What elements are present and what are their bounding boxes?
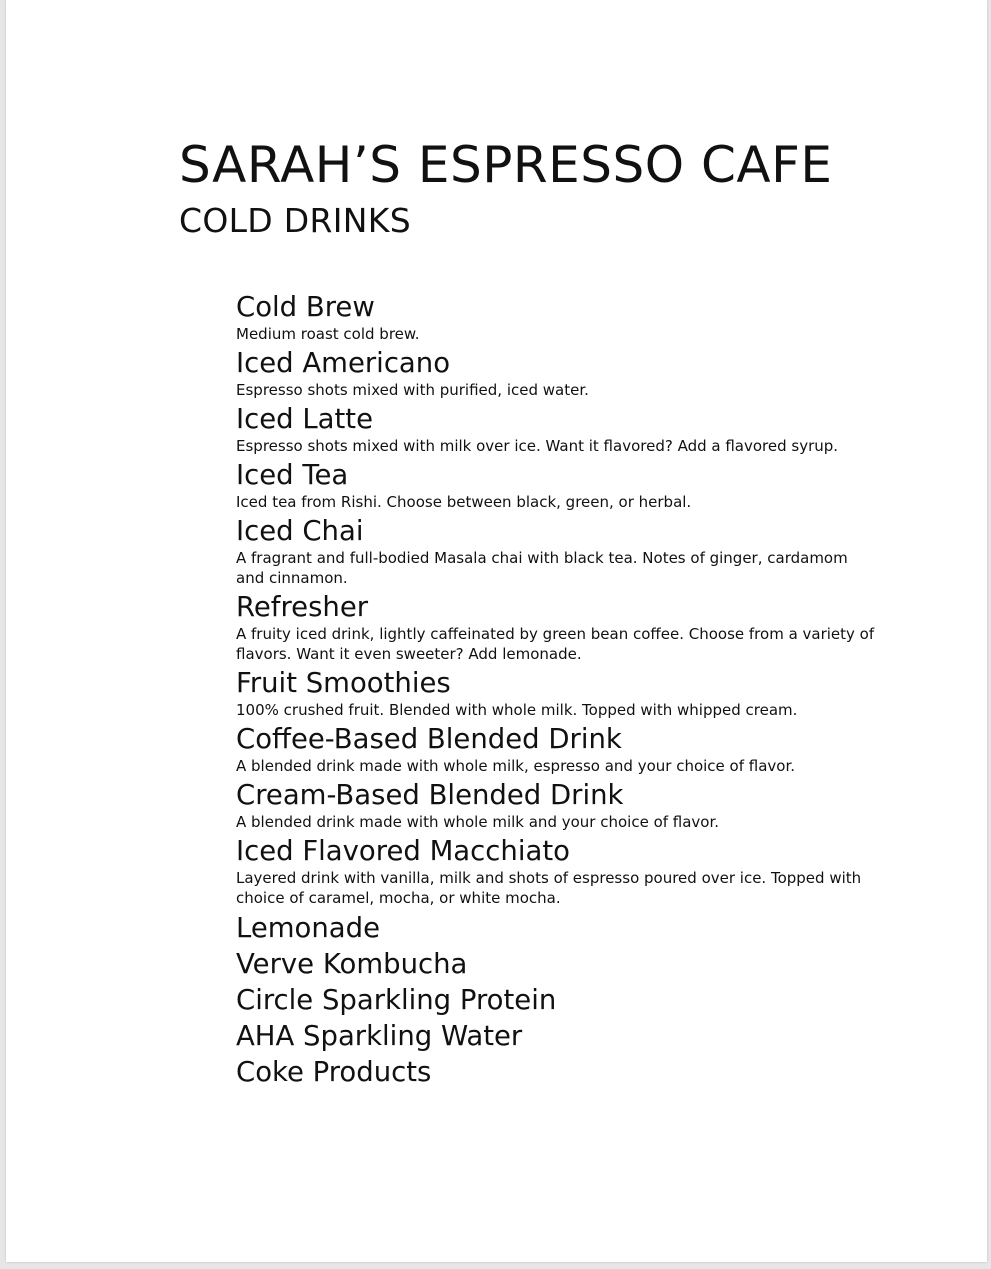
menu-item-iced-chai [236, 514, 876, 588]
menu-item-name: Fruit Smoothies [236, 667, 451, 699]
menu-item-coke-products [236, 1054, 876, 1090]
menu-item-name: Coffee-Based Blended Drink [236, 723, 622, 755]
menu-item-description: A blended drink made with whole milk and your choice of flavor. [236, 813, 720, 831]
menu-item-name: Coke Products [236, 1056, 432, 1088]
menu-item-description: Layered drink with vanilla, milk and shots of espresso poured over ice. Topped with choice of caramel, mocha, or white mocha. [236, 869, 862, 907]
section-title: COLD DRINKS [179, 201, 411, 240]
page-title: SARAH’S ESPRESSO CAFE [179, 136, 833, 194]
menu-item-description: A blended drink made with whole milk, espresso and your choice of flavor. [236, 757, 796, 775]
menu-item-refresher [236, 590, 876, 664]
menu-item-iced-latte [236, 402, 876, 456]
menu-item-name: Iced Tea [236, 459, 349, 491]
menu-item-name: Cold Brew [236, 291, 375, 323]
menu-item-name: AHA Sparkling Water [236, 1020, 523, 1052]
menu-item-name: Refresher [236, 591, 369, 623]
menu-item-description: Medium roast cold brew. [236, 325, 420, 343]
menu-item-iced-flavored-macchiato [236, 834, 876, 908]
menu-item-name: Circle Sparkling Protein [236, 984, 557, 1016]
menu-item-description: A fruity iced drink, lightly caffeinated by green bean coffee. Choose from a variety of flavors. Want it even sweeter? Add lemonade. [236, 625, 875, 663]
menu-item-iced-tea [236, 458, 876, 512]
menu-item-name: Lemonade [236, 912, 381, 944]
drinks-menu-list [236, 290, 876, 1090]
menu-item-circle-sparkling-protein [236, 982, 876, 1018]
menu-item-name: Verve Kombucha [236, 948, 468, 980]
menu-item-name: Iced Chai [236, 515, 364, 547]
menu-item-coffee-based-blended-drink [236, 722, 876, 776]
menu-item-name: Iced Latte [236, 403, 374, 435]
menu-item-description: Iced tea from Rishi. Choose between black, green, or herbal. [236, 493, 692, 511]
menu-page [6, 0, 987, 1262]
menu-item-fruit-smoothies [236, 666, 876, 720]
menu-item-description: Espresso shots mixed with purified, iced water. [236, 381, 589, 399]
menu-item-description: A fragrant and full-bodied Masala chai with black tea. Notes of ginger, cardamom and cinnamon. [236, 549, 848, 587]
menu-item-verve-kombucha [236, 946, 876, 982]
menu-item-description: Espresso shots mixed with milk over ice. Want it flavored? Add a flavored syrup. [236, 437, 839, 455]
menu-item-name: Cream-Based Blended Drink [236, 779, 624, 811]
menu-item-description: 100% crushed fruit. Blended with whole milk. Topped with whipped cream. [236, 701, 798, 719]
menu-item-iced-americano [236, 346, 876, 400]
menu-item-cold-brew [236, 290, 876, 344]
menu-item-aha-sparkling-water [236, 1018, 876, 1054]
menu-item-lemonade [236, 910, 876, 946]
menu-item-name: Iced Flavored Macchiato [236, 835, 570, 867]
menu-item-name: Iced Americano [236, 347, 451, 379]
menu-item-cream-based-blended-drink [236, 778, 876, 832]
